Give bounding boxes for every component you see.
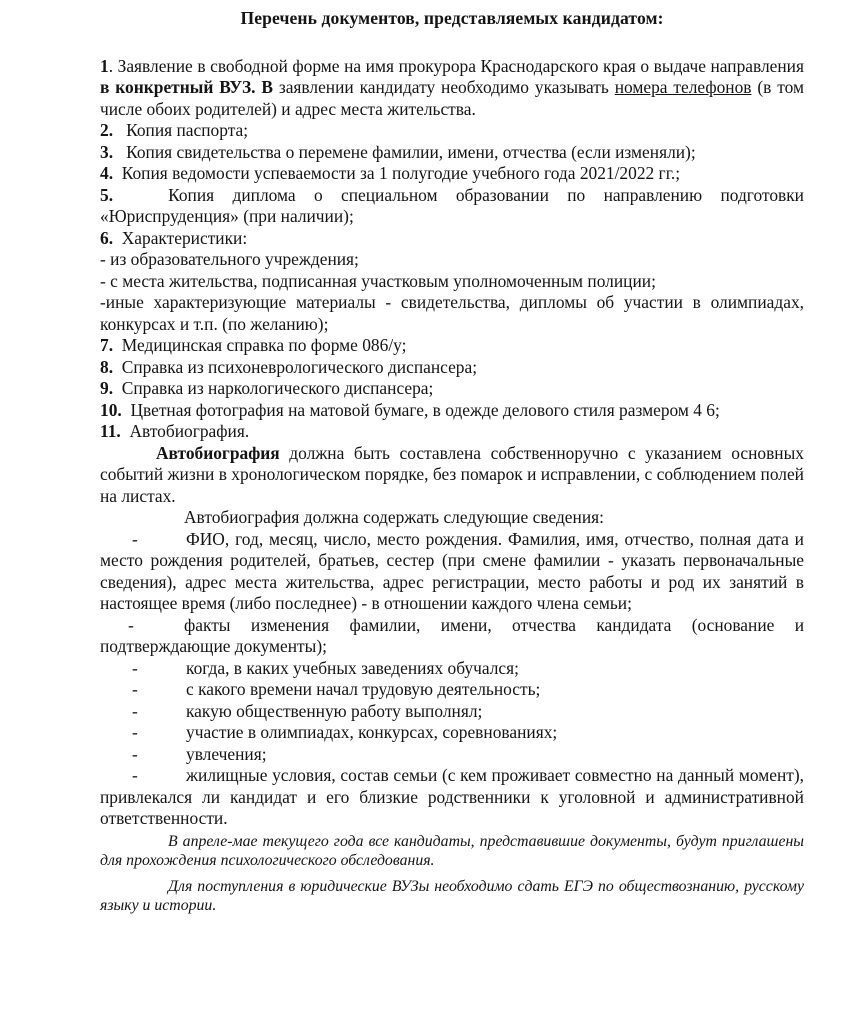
autobiography-paragraph (100, 443, 804, 508)
bullet-dash: - (132, 700, 138, 721)
note-ege-requirement: Для поступления в юридические ВУЗы необходимо сдать ЕГЭ по обществознанию, русскому языку и истории. (100, 877, 804, 914)
item-text: . Заявление в свободной форме на имя прокурора Краснодарского края о выдаче направления (108, 55, 804, 76)
item-number: 8. (100, 356, 114, 377)
list-item-4 (100, 163, 804, 185)
item-text: Медицинская справка по форме 086/у; (113, 335, 407, 355)
item-text: заявлении кандидату необходимо указывать (272, 77, 615, 97)
item-text: Справка из психоневрологического диспансера; (113, 356, 478, 377)
list-item-3 (100, 142, 804, 164)
note-psychological-exam: В апреле-мае текущего года все кандидаты, представившие документы, будут приглашены для прохождения психологического обследования. (100, 832, 804, 869)
item-number: 6. (100, 227, 114, 248)
list-subitem: - из образовательного учреждения; (100, 249, 359, 269)
item-number: 11. (100, 421, 121, 441)
list-item-9 (100, 378, 804, 400)
item-text: Автобиография. (120, 421, 250, 441)
bullet-text: факты изменения фамилии, имени, отчества кандидата (основание и подтверждающие документы); (100, 614, 804, 656)
list-item-7 (100, 335, 804, 357)
bullet-item (100, 722, 804, 744)
item-text: Копия паспорта; (113, 120, 249, 140)
item-text: Копия ведомости успеваемости за 1 полугодие учебного года 2021/2022 гг.; (113, 163, 681, 183)
bullet-dash: - (132, 679, 138, 699)
item-text: Характеристики: (113, 227, 248, 248)
list-subitem: - с места жительства, подписанная участковым уполномоченным полиции; (100, 270, 656, 291)
bullet-text: когда, в каких учебных заведениях обучался; (186, 657, 519, 678)
list-item-11 (100, 421, 804, 443)
list-item-2 (100, 120, 804, 142)
bullet-dash: - (132, 722, 138, 742)
bullet-dash: - (132, 657, 138, 678)
item-number: 1 (100, 55, 109, 76)
item-number: 5. (100, 184, 114, 205)
bullet-text: участие в олимпиадах, конкурсах, соревнованиях; (186, 722, 558, 742)
bullet-dash: - (132, 765, 138, 785)
bullet-item (100, 744, 804, 766)
bullet-item (100, 679, 804, 701)
bullet-text: ФИО, год, месяц, число, место рождения. Фамилия, имя, отчество, полная дата и место рождения родителей, братьев, сестер (при смене фамилии - указать первоначальные сведения), адрес места жительства, адрес регистрации, место работы и род их занятий в настоящее время (либо последнее) - в отношении каждого члена семьи; (100, 528, 804, 613)
item-number: 7. (100, 335, 114, 355)
bullet-item (100, 701, 804, 723)
item-number: 9. (100, 378, 114, 398)
item-number: 2. (100, 120, 114, 140)
bullet-item (100, 615, 804, 658)
item-text: (в том числе обоих родителей) и адрес места жительства. (100, 77, 804, 119)
autobiography-intro: Автобиография должна содержать следующие сведения: (184, 507, 604, 527)
list-subitem: -иные характеризующие материалы - свидетельства, дипломы об участии в олимпиадах, конкурсах и т.п. (по желанию); (100, 292, 804, 334)
list-item-1 (100, 56, 804, 121)
item-text: Копия диплома о специальном образовании по направлению подготовки «Юриспруденция» (при наличии); (100, 184, 809, 226)
bullet-item (100, 658, 804, 680)
item-text: Цветная фотография на матовой бумаге, в одежде делового стиля размером 4 6; (121, 399, 720, 420)
list-item-8 (100, 357, 804, 379)
bullet-text: какую общественную работу выполнял; (186, 700, 483, 721)
bullet-item (100, 529, 804, 615)
list-item-6 (100, 228, 804, 250)
list-item-10 (100, 400, 804, 422)
bullet-dash: - (132, 528, 138, 549)
bullet-dash: - (132, 743, 138, 764)
bullet-item (100, 765, 804, 830)
autobiography-text: должна быть составлена собственноручно с указанием основных событий жизни в хронологическом порядке, без помарок и исправлении, с соблюдением полей на листах. (100, 442, 804, 506)
item-text: Справка из наркологического диспансера; (113, 378, 434, 398)
bullet-text: с какого времени начал трудовую деятельность; (186, 679, 541, 699)
item-number: 4. (100, 163, 114, 183)
autobiography-bold: Автобиография (156, 442, 280, 463)
document-page (100, 8, 809, 916)
document-title: Перечень документов, представляемых кандидатом: (240, 8, 664, 28)
item-number: 10. (100, 399, 122, 420)
list-item-5 (100, 184, 809, 228)
bullet-text: увлечения; (186, 743, 267, 764)
bullet-text: жилищные условия, состав семьи (с кем проживает совместно на данный момент), привлекался ли кандидат и его близкие родственники к уголовной и административной ответственности. (100, 765, 804, 828)
item-number: 3. (100, 141, 114, 162)
item-bold-text: в конкретный ВУЗ. В (100, 77, 273, 97)
item-underlined-text: номера телефонов (614, 77, 752, 97)
item-text: Копия свидетельства о перемене фамилии, имени, отчества (если изменяли); (113, 141, 696, 162)
bullet-dash: - (128, 614, 134, 635)
